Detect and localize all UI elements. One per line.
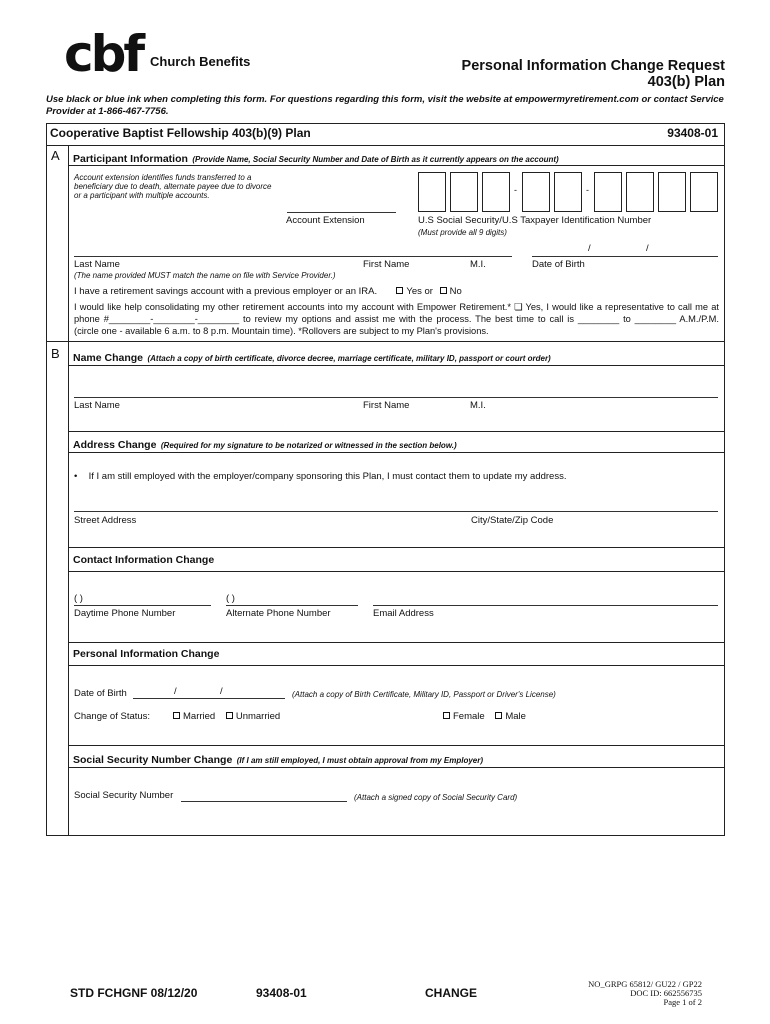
participant-info-note: (Provide Name, Social Security Number and Date of Birth as it currently appears on the account)	[192, 155, 559, 164]
footer-page-number: Page 1 of 2	[663, 997, 702, 1007]
street-address-label: Street Address	[74, 515, 137, 526]
participant-dob-field[interactable]	[532, 256, 718, 257]
footer-form-id: STD FCHGNF 08/12/20	[70, 986, 198, 1000]
ssn-change-heading-divider	[68, 767, 725, 768]
daytime-phone-field[interactable]	[74, 605, 211, 606]
footer-meta-line1: NO_GRPG 65812/ GU22 / GP22	[588, 979, 702, 989]
church-benefits-logo	[64, 22, 254, 90]
ssn-dash-1: -	[514, 185, 517, 195]
dob-label: Date of Birth	[532, 259, 585, 270]
dob-separator-2: /	[646, 243, 649, 254]
account-extension-field[interactable]	[287, 212, 396, 213]
name-match-note: (The name provided MUST match the name on file with Service Provider.)	[74, 271, 336, 280]
new-name-field[interactable]	[74, 397, 718, 398]
ssn-note: (Must provide all 9 digits)	[418, 228, 507, 237]
new-last-name-label: Last Name	[74, 400, 120, 411]
alternate-area-code: ( )	[226, 593, 235, 604]
retirement-no-checkbox[interactable]	[440, 287, 447, 294]
retirement-question-text: I have a retirement savings account with a previous employer or an IRA.	[74, 286, 378, 297]
status-options	[173, 711, 280, 722]
address-change-title: Address Change	[73, 439, 157, 451]
mi-label: M.I.	[470, 259, 486, 270]
male-label: Male	[505, 711, 526, 722]
name-change-heading	[73, 348, 551, 366]
dob-separator-1: /	[588, 243, 591, 254]
form-subtitle: 403(b) Plan	[647, 74, 725, 90]
form-instructions: Use black or blue ink when completing this form. For questions regarding this form, visit the website at empowermyretirement.com or contact Service Provider at 1-866-467-7756.	[46, 94, 724, 117]
retirement-account-question	[74, 286, 462, 297]
logo-mark: cbf	[64, 25, 143, 83]
alternate-phone-label: Alternate Phone Number	[226, 608, 331, 619]
contact-change-title: Contact Information Change	[73, 554, 215, 566]
alternate-phone-field[interactable]	[226, 605, 358, 606]
logo-name: Church Benefits	[150, 54, 251, 69]
last-name-label: Last Name	[74, 259, 120, 270]
form-title: Personal Information Change Request	[461, 58, 725, 74]
first-name-label: First Name	[363, 259, 410, 270]
address-change-note: (Required for my signature to be notarized or witnessed in the section below.)	[160, 441, 457, 450]
account-extension-note: Account extension identifies funds transferred to a beneficiary due to death, alternate payee due to divorce or a participant with multiple accounts.	[74, 173, 272, 200]
new-dob-field[interactable]	[133, 698, 285, 699]
address-change-heading	[73, 435, 457, 453]
participant-heading-divider	[68, 165, 725, 166]
section-b-letter: B	[51, 346, 60, 361]
address-statement-text: If I am still employed with the employer/company sponsoring this Plan, I must contact them to update my address.	[88, 471, 567, 482]
ssn-change-heading	[73, 750, 483, 768]
new-mi-label: M.I.	[470, 400, 486, 411]
retirement-yes-checkbox[interactable]	[396, 287, 403, 294]
ssn-digit-9[interactable]	[690, 172, 718, 212]
new-ssn-label: Social Security Number	[74, 790, 174, 801]
name-change-title: Name Change	[73, 352, 144, 364]
address-field[interactable]	[74, 511, 718, 512]
address-top-divider	[68, 431, 725, 432]
married-label: Married	[183, 711, 216, 722]
personal-heading-divider	[68, 665, 725, 666]
account-extension-label: Account Extension	[286, 215, 365, 226]
ssn-digit-7[interactable]	[626, 172, 654, 212]
footer-plan-number: 93408-01	[256, 986, 307, 1000]
section-a-letter: A	[51, 148, 60, 163]
ssn-digit-6[interactable]	[594, 172, 622, 212]
footer-type: CHANGE	[425, 986, 478, 1000]
ssn-label: U.S Social Security/U.S Taxpayer Identification Number	[418, 215, 652, 226]
participant-info-title: Participant Information	[73, 153, 188, 165]
ssn-change-top-divider	[68, 745, 725, 746]
retirement-yes-label: Yes or	[406, 286, 433, 297]
contact-top-divider	[68, 547, 725, 548]
address-bullet: •	[74, 471, 78, 482]
new-dob-separator-2: /	[220, 686, 223, 697]
married-checkbox[interactable]	[173, 712, 180, 719]
personal-change-title: Personal Information Change	[73, 648, 220, 660]
city-state-zip-label: City/State/Zip Code	[471, 515, 554, 526]
new-dob-separator-1: /	[174, 686, 177, 697]
female-checkbox[interactable]	[443, 712, 450, 719]
gender-options	[443, 711, 526, 722]
ssn-change-note: (If I am still employed, I must obtain approval from my Employer)	[236, 756, 484, 765]
unmarried-checkbox[interactable]	[226, 712, 233, 719]
new-dob-label: Date of Birth	[74, 688, 127, 699]
female-label: Female	[453, 711, 485, 722]
name-change-divider	[68, 365, 725, 366]
new-ssn-field[interactable]	[181, 801, 347, 802]
ssn-digit-1[interactable]	[418, 172, 446, 212]
name-change-note: (Attach a copy of birth certificate, divorce decree, marriage certificate, military ID, passport or court order)	[147, 354, 551, 363]
footer-doc-id: DOC ID: 662556735	[630, 988, 702, 998]
ssn-digit-4[interactable]	[522, 172, 550, 212]
email-field[interactable]	[373, 605, 718, 606]
new-first-name-label: First Name	[363, 400, 410, 411]
ssn-digit-2[interactable]	[450, 172, 478, 212]
ssn-digit-8[interactable]	[658, 172, 686, 212]
ssn-change-title: Social Security Number Change	[73, 754, 233, 766]
ssn-digit-5[interactable]	[554, 172, 582, 212]
address-heading-divider	[68, 452, 725, 453]
plan-number: 93408-01	[667, 126, 718, 140]
address-statement	[74, 471, 566, 482]
consolidation-paragraph: I would like help consolidating my other retirement accounts into my account with Empower Retirement.* ❏ Yes, I would like a representative to call me at phone #________-________-________ to review my options and assist me with the process. The best time to call is ________ to ________ A.M./P.M. (circle one - available 6 a.m. to 8 p.m. Mountain time). *Rollovers are subject to my Plan's provisions.	[74, 302, 719, 336]
section-letter-column-divider	[68, 145, 69, 836]
new-ssn-note: (Attach a signed copy of Social Security Card)	[354, 793, 518, 802]
daytime-phone-label: Daytime Phone Number	[74, 608, 176, 619]
plan-name: Cooperative Baptist Fellowship 403(b)(9) Plan	[50, 126, 311, 140]
ssn-digit-3[interactable]	[482, 172, 510, 212]
plan-row-divider	[46, 145, 725, 146]
ssn-dash-2: -	[586, 185, 589, 195]
male-checkbox[interactable]	[495, 712, 502, 719]
section-a-b-divider	[46, 341, 725, 342]
daytime-area-code: ( )	[74, 593, 83, 604]
status-label: Change of Status:	[74, 711, 151, 722]
personal-top-divider	[68, 642, 725, 643]
retirement-no-label: No	[449, 286, 462, 297]
contact-heading-divider	[68, 571, 725, 572]
participant-name-field[interactable]	[74, 256, 512, 257]
email-label: Email Address	[373, 608, 434, 619]
unmarried-label: Unmarried	[235, 711, 281, 722]
new-dob-note: (Attach a copy of Birth Certificate, Military ID, Passport or Driver's License)	[292, 690, 556, 699]
